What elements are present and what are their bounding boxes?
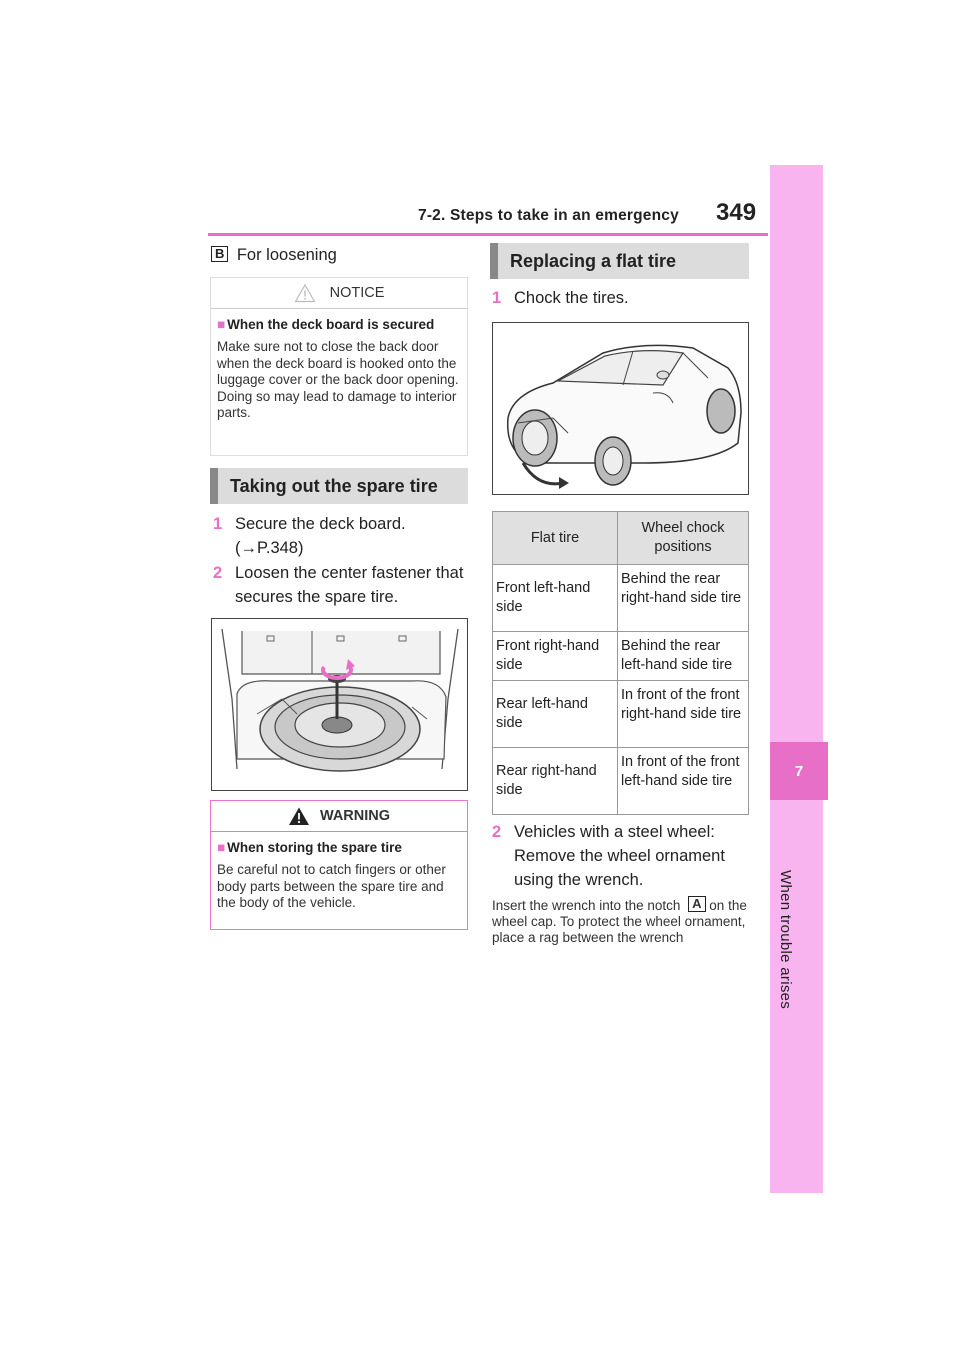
section-header-title: 7-2. Steps to take in an emergency [418,207,679,224]
notice-box [210,277,468,456]
callout-a: A [688,896,705,912]
notice-header [211,278,467,308]
step-1-chock-tires [492,286,750,310]
callout-b: B [211,246,228,262]
notice-subhead [211,309,467,333]
table-cell: Front left-hand side [493,565,618,632]
page-number: 349 [716,199,757,226]
table-cell: In front of the front right-hand side tire [618,681,749,748]
step-number: 2 [492,823,502,841]
square-bullet-icon: ■ [217,317,226,332]
instruction-line-1: Insert the wrench into the notch [492,898,681,913]
caution-triangle-icon [294,283,316,303]
table-cell: Rear right-hand side [493,748,618,815]
table-cell: Behind the rear left-hand side tire [618,632,749,681]
page-reference-link[interactable]: (→P.348) [235,539,304,557]
table-row [493,565,749,632]
warning-triangle-icon [288,806,310,826]
table-cell: In front of the front left-hand side tire [618,748,749,815]
warning-subhead [211,832,467,856]
notice-title: NOTICE [329,285,385,301]
step-2-loosen-fastener [213,561,468,609]
for-loosening-line [211,246,337,265]
step-number: 1 [492,289,502,307]
step-number: 1 [213,515,223,533]
table-cell: Front right-hand side [493,632,618,681]
header-rule [208,233,768,236]
chapter-label: When trouble arises [777,870,794,1010]
step-text: Vehicles with a steel wheel: Remove the wheel ornament using the wrench. [514,823,725,889]
chapter-number-tab: 7 [770,742,828,800]
wheel-chock-table [492,511,749,815]
table-header-row [493,512,749,565]
table-row [493,748,749,815]
step-text: Loosen the center fastener that secures the spare tire. [235,564,464,606]
table-row [493,632,749,681]
table-cell: Behind the rear right-hand side tire [618,565,749,632]
warning-box [210,800,468,930]
step-2-remove-ornament [492,820,752,892]
warning-subhead-text: When storing the spare tire [227,840,402,855]
notice-body: Make sure not to close the back door when the deck board is hooked onto the luggage cover or the back door opening. Doing so may lead to damage to interior parts. [217,339,459,420]
step-text: Secure the deck board. [235,515,406,533]
spare-tire-illustration [211,618,468,791]
notice-subhead-text: When the deck board is secured [227,317,435,332]
warning-body: Be careful not to catch fingers or other body parts between the spare tire and the body of the vehicle. [217,862,446,910]
section-title-spare-tire: Taking out the spare tire [210,468,468,504]
square-bullet-icon: ■ [217,840,226,855]
warning-title: WARNING [319,808,391,824]
for-loosening-text: For loosening [236,246,337,264]
instruction-text [492,896,752,946]
step-text: Chock the tires. [514,289,629,307]
step-number: 2 [213,564,223,582]
column-header: Flat tire [493,512,618,565]
column-header: Wheel chock positions [618,512,749,565]
table-cell: Rear left-hand side [493,681,618,748]
instruction-rest: on the wheel cap. To protect the wheel ornament, place a rag between the wrench [492,898,747,945]
warning-header [211,801,467,831]
section-title-replacing-flat-tire: Replacing a flat tire [490,243,749,279]
car-chock-illustration [492,322,749,495]
table-row [493,681,749,748]
step-1-secure-deck [213,512,468,560]
